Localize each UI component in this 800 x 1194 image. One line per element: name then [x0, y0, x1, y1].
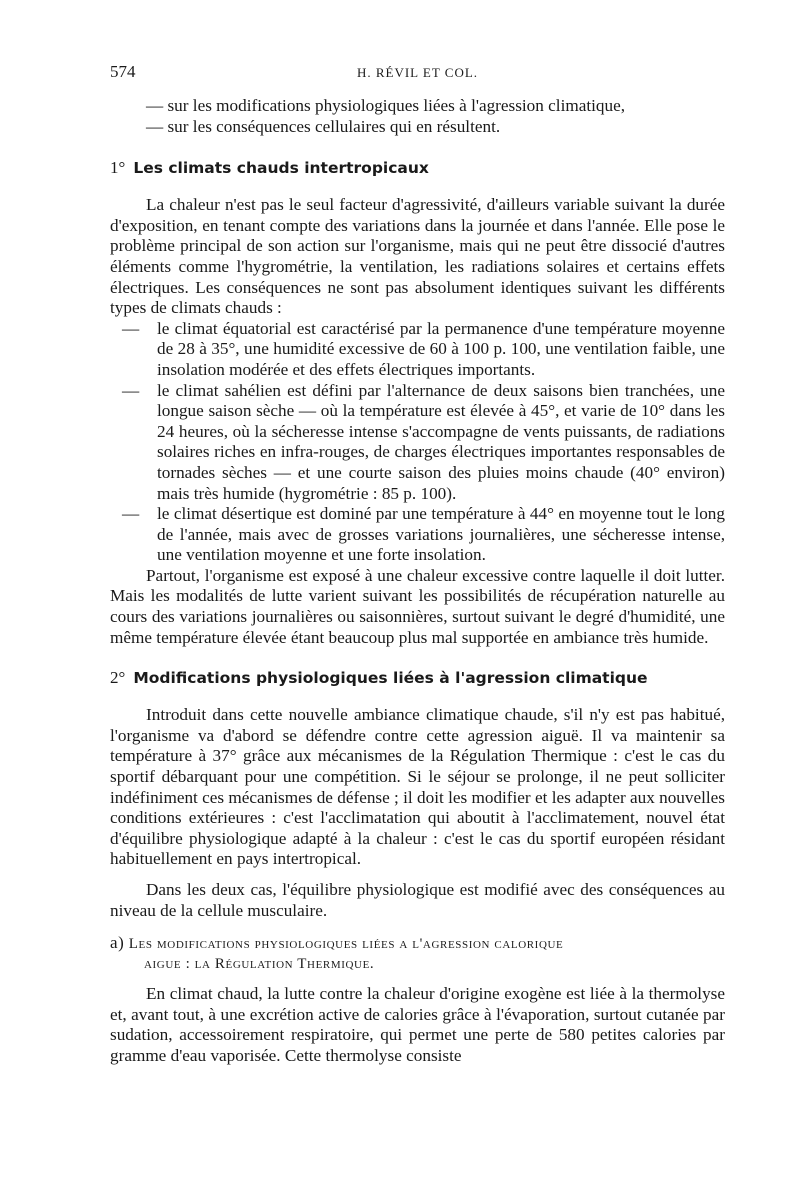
list-item: [110, 319, 725, 381]
subsection-title-line: [110, 933, 725, 954]
subsection-title-2: aigue : la Régulation Thermique.: [144, 956, 375, 973]
section-title: Les climats chauds intertropicaux: [133, 159, 429, 178]
paragraph: Partout, l'organisme est exposé à une chaleur excessive contre laquelle il doit lutter. Mais les modalités de lutte varient suivant les possibilités de récupération naturelle au cours des variations journalières ou saisonnières, surtout suivant le degré d'humidité, une même température élevée étant beaucoup plus mal supportée en ambiance très humide.: [110, 565, 725, 647]
paragraph: La chaleur n'est pas le seul facteur d'agressivité, d'ailleurs variable suivant la durée d'exposition, en tenant compte des variations dans la journée et dans l'année. Elle pose le problème principal de son action sur l'organisme, mais qui ne peut être dissocié d'autres éléments comme l'hygrométrie, la ventilation, les radiations solaires et certains effets électriques. Les conséquences ne sont pas absolument identiques suivant les différents types de climats chauds :: [110, 195, 725, 318]
list-item-text: le climat désertique est dominé par une température à 44° en moyenne tout le long de l'année, mais avec de grosses variations journalières, une sécheresse intense, une ventilation moyenne et une forte insolation.: [157, 504, 725, 565]
dash-mark: —: [122, 318, 140, 338]
paragraph: Introduit dans cette nouvelle ambiance climatique chaude, s'il n'y est pas habitué, l'organisme va d'abord se défendre contre cette agression aiguë. Il va maintenir sa température à 37° grâce aux mécanismes de la Régulation Thermique : c'est le cas du sportif débarquant pour une compétition. Si le séjour se prolonge, il ne peut solliciter indéfiniment ces mécanismes de défense ; il doit les modifier et les adapter aux nouvelles conditions extérieures : c'est l'acclimatation qui aboutit à l'acclimatement, nouvel état d'équilibre physiologique adapté à la chaleur : c'est le cas du sportif européen résidant habituellement en pays intertropical.: [110, 705, 725, 869]
page-header: [110, 56, 725, 84]
list-item: [110, 504, 725, 566]
section-title: Modifications physiologiques liées à l'agression climatique: [133, 669, 648, 688]
intro-item: — sur les conséquences cellulaires qui en résultent.: [146, 116, 501, 136]
subsection-heading: [110, 933, 725, 974]
section-number: 1°: [110, 158, 126, 178]
dash-mark: —: [122, 504, 140, 524]
running-head: H. RÉVIL ET COL.: [356, 65, 479, 80]
subsection-label: a): [110, 933, 125, 953]
subsection-title-1: Les modifications physiologiques liées a l'agression calorique: [128, 936, 564, 953]
page-number: 574: [110, 62, 136, 81]
dash-mark: —: [122, 380, 140, 400]
paragraph: En climat chaud, la lutte contre la chaleur d'origine exogène est liée à la thermolyse et, avant tout, à une excrétion active de calories grâce à l'évaporation, surtout cutanée par sudation, accessoirement respiratoire, qui permet une perte de 580 petites calories par gramme d'eau vaporisée. Cette thermolyse consiste: [110, 984, 725, 1065]
section-heading-2: [110, 668, 725, 688]
list-item: [110, 381, 725, 505]
list-item-text: le climat équatorial est caractérisé par la permanence d'une température moyenne de 28 à 35°, une humidité excessive de 60 à 100 p. 100, une ventilation faible, une insolation modérée et des effets électriques importants.: [157, 318, 725, 379]
intro-item: — sur les modifications physiologiques liées à l'agression climatique,: [146, 96, 626, 115]
section-number: 2°: [110, 668, 126, 688]
list-item-text: le climat sahélien est défini par l'alternance de deux saisons bien tranchées, une longue saison sèche — où la température est élevée à 45°, et varie de 10° dans les 24 heures, où la sécheresse intense s'accompagne de vents puissants, de radiations solaires riches en infra-rouges, de charges électriques importantes responsables de tornades sèches — et une courte saison des pluies moins chaude (40° environ) mais très humide (hygrométrie : 85 p. 100).: [157, 380, 725, 503]
paragraph: Dans les deux cas, l'équilibre physiologique est modifié avec des conséquences au niveau de la cellule musculaire.: [110, 880, 725, 920]
section-heading-1: [110, 158, 725, 178]
page: [110, 56, 725, 1067]
